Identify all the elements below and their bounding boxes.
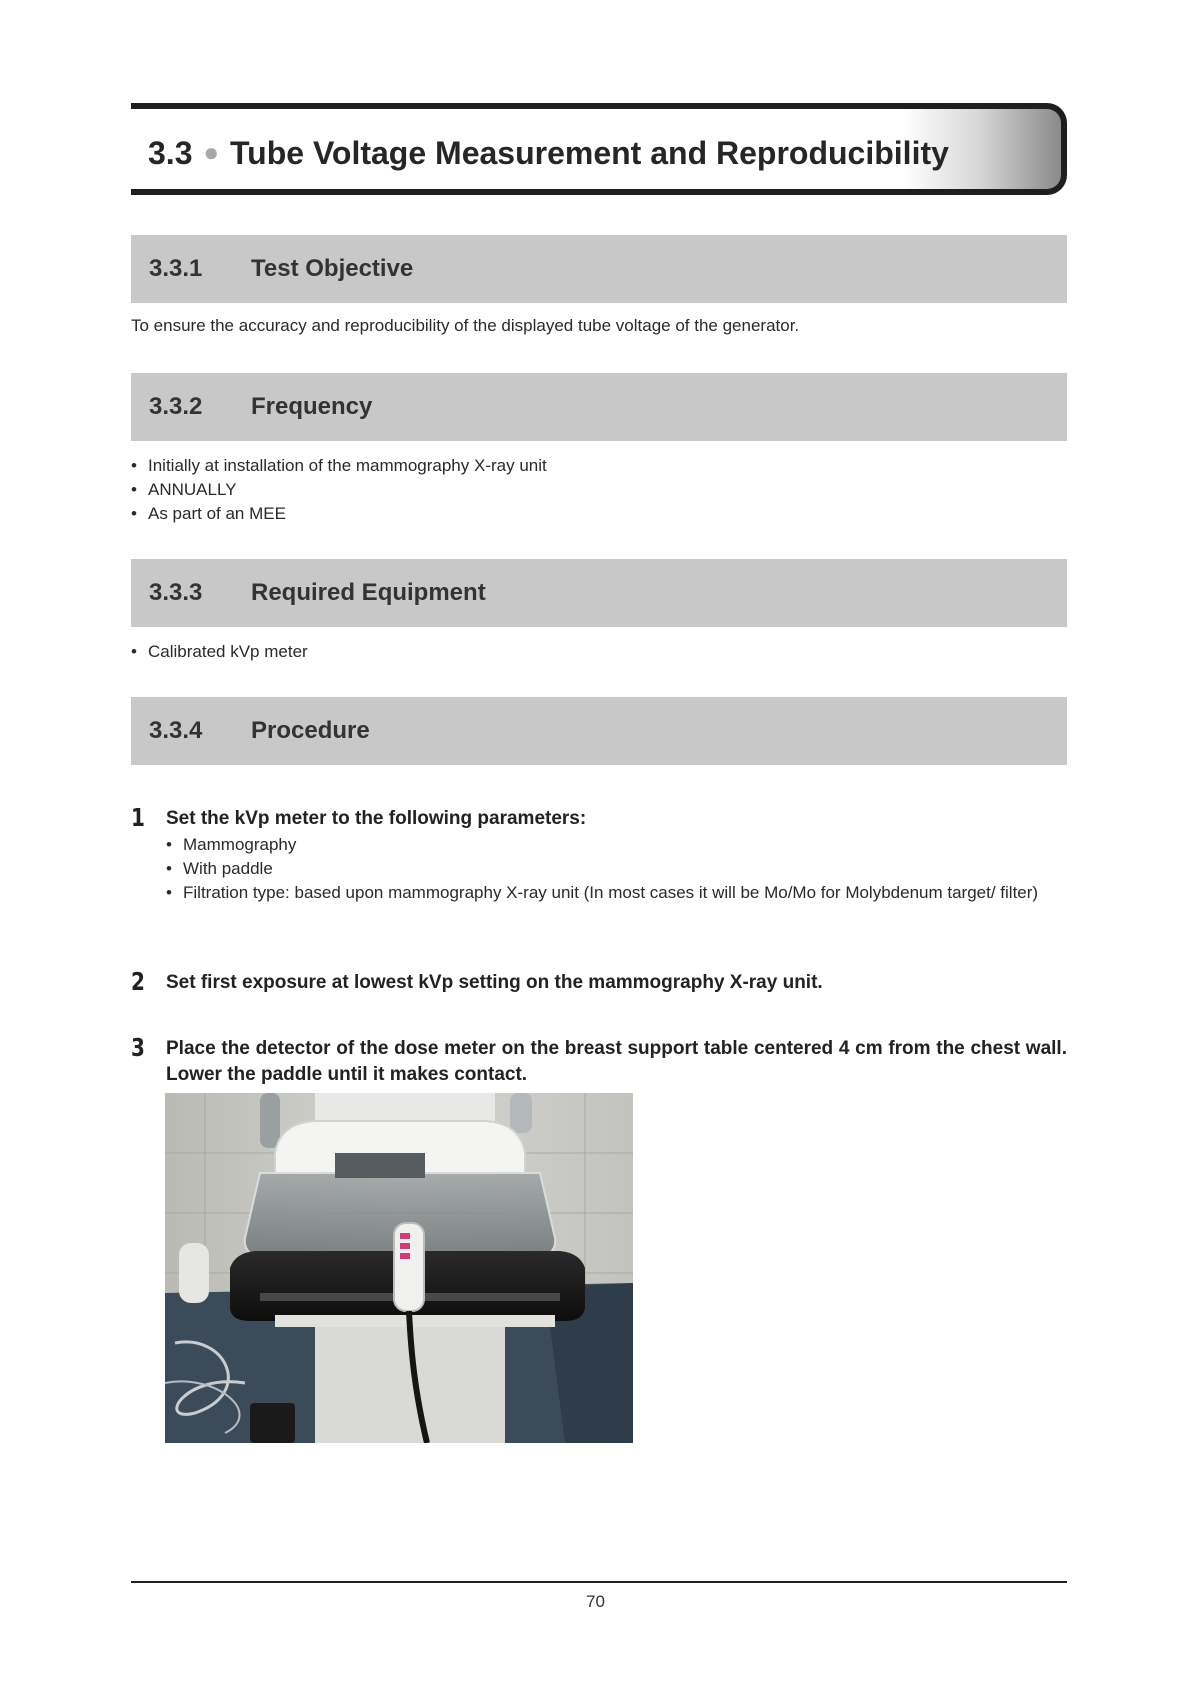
list-item-text: With paddle (183, 859, 273, 878)
bullet: • (166, 859, 172, 878)
section-title: Test Objective (251, 255, 414, 282)
frequency-list (131, 454, 547, 526)
section-header-procedure (131, 697, 1067, 765)
list-item (131, 640, 308, 664)
step-number: 3 (131, 1033, 145, 1062)
section-title: Procedure (251, 717, 370, 744)
bullet: • (166, 835, 172, 854)
step-number: 2 (131, 967, 145, 996)
step-text: Place the detector of the dose meter on the breast support table centered 4 cm from the chest wall. Lower the paddle until it makes contact. (166, 1038, 1067, 1085)
list-item (166, 857, 1067, 881)
list-item (166, 881, 1067, 905)
chapter-header (131, 103, 1067, 195)
list-item-text: Filtration type: based upon mammography X-ray unit (In most cases it will be Mo/Mo for Molybdenum target/ filter) (183, 883, 1039, 902)
bullet: • (131, 504, 137, 523)
section-title: Required Equipment (251, 579, 486, 606)
section-header-test-objective (131, 235, 1067, 303)
chapter-separator-dot: ● (203, 137, 220, 167)
step-number: 1 (131, 803, 145, 832)
list-item (131, 478, 547, 502)
bullet: • (131, 480, 137, 499)
list-item-text: As part of an MEE (148, 504, 286, 523)
page-number: 70 (586, 1592, 605, 1611)
section-number: 3.3.2 (149, 393, 203, 420)
section-number: 3.3.1 (149, 255, 203, 282)
section-number: 3.3.4 (149, 717, 203, 744)
bullet: • (166, 883, 172, 902)
chapter-number: 3.3 (148, 135, 193, 171)
section-title: Frequency (251, 393, 373, 420)
list-item (131, 454, 547, 478)
list-item-text: Mammography (183, 835, 297, 854)
bullet: • (131, 642, 137, 661)
step-text: Set the kVp meter to the following parameters: (166, 808, 587, 829)
chapter-title (148, 135, 949, 172)
kvp-meter-setup-photo (165, 1093, 633, 1443)
section-header-frequency (131, 373, 1067, 441)
equipment-list (131, 640, 308, 664)
objective-paragraph: To ensure the accuracy and reproducibility of the displayed tube voltage of the generator. (131, 316, 800, 335)
list-item (131, 502, 547, 526)
step-parameter-list (166, 833, 1067, 905)
list-item-text: Initially at installation of the mammography X-ray unit (148, 456, 547, 475)
footer-rule (131, 1581, 1067, 1583)
section-number: 3.3.3 (149, 579, 203, 606)
list-item (166, 833, 1067, 857)
bullet: • (131, 456, 137, 475)
list-item-text: ANNUALLY (148, 480, 237, 499)
section-header-required-equipment (131, 559, 1067, 627)
step-text: Set first exposure at lowest kVp setting on the mammography X-ray unit. (166, 972, 823, 993)
chapter-title-text: Tube Voltage Measurement and Reproducibility (229, 135, 949, 171)
list-item-text: Calibrated kVp meter (148, 642, 308, 661)
